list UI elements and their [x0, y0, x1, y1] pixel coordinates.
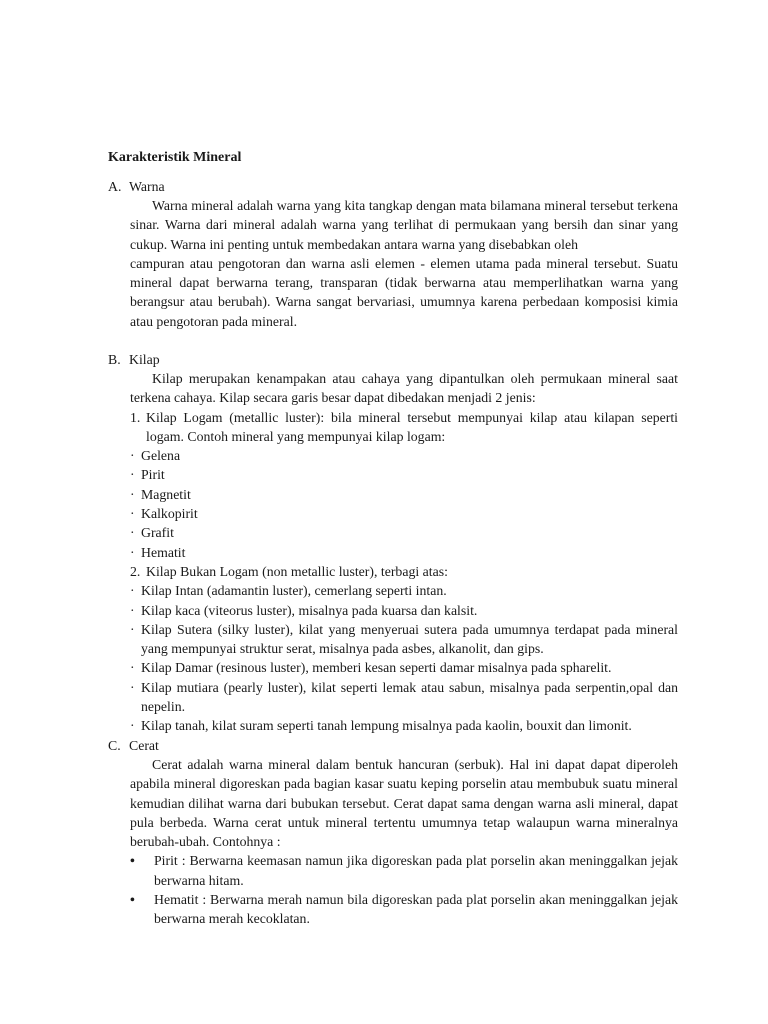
section-letter: A.	[108, 179, 122, 194]
example-item	[130, 851, 678, 890]
list-item	[130, 678, 678, 717]
dot-marker: ·	[130, 506, 135, 522]
paragraph: Kilap merupakan kenampakan atau cahaya yang dipantulkan oleh permukaan mineral saat terkena cahaya. Kilap secara garis besar dapat dibedakan menjadi 2 jenis:	[130, 371, 678, 406]
dot-marker: ·	[130, 467, 135, 483]
dot-marker: ·	[130, 448, 135, 464]
section-heading: Cerat	[129, 738, 159, 753]
example-text: Pirit : Berwarna keemasan namun jika digoreskan pada plat porselin akan meninggalkan jejak berwarna hitam.	[154, 853, 678, 888]
list-item	[130, 465, 678, 484]
list-item	[130, 485, 678, 504]
numbered-item	[130, 562, 678, 581]
list-item	[130, 504, 678, 523]
list-item-text: Kilap Damar (resinous luster), memberi kesan seperti damar misalnya pada spharelit.	[141, 660, 612, 676]
dot-marker: ·	[130, 621, 135, 637]
item-number: 1.	[130, 409, 141, 425]
list-item	[130, 620, 678, 659]
list-item	[130, 716, 678, 735]
dot-marker: ·	[130, 660, 135, 676]
section-heading: Kilap	[129, 352, 160, 367]
example-item	[130, 890, 678, 929]
logam-mineral-list	[130, 446, 678, 562]
list-item	[130, 601, 678, 620]
numbered-item	[130, 408, 678, 447]
section-heading: Warna	[129, 179, 165, 194]
section-letter: C.	[108, 738, 121, 753]
paragraph: campuran atau pengotoran dan warna asli elemen - elemen utama pada mineral tersebut. Suatu mineral dapat berwarna terang, transparan (tidak berwarna atau memperlihatkan warna yang berangsur atau berubah). Warna sangat bervariasi, umumnya karena perbedaan komposisi kimia atau pengotoran pada mineral.	[130, 255, 678, 329]
example-text: Hematit : Berwarna merah namun bila digoreskan pada plat porselin akan meninggalkan jejak berwarna merah kecoklatan.	[154, 892, 678, 927]
list-item	[130, 543, 678, 562]
dot-marker: ·	[130, 583, 135, 599]
bullet-marker: •	[130, 892, 135, 908]
dot-marker: ·	[130, 718, 135, 734]
list-item-text: Grafit	[141, 525, 174, 541]
nonlogam-type-list	[130, 581, 678, 735]
item-text: Kilap Logam (metallic luster): bila mineral tersebut mempunyai kilap atau kilapan seperti logam. Contoh mineral yang mempunyai kilap logam:	[146, 409, 678, 444]
dot-marker: ·	[130, 486, 135, 502]
bullet-marker: •	[130, 853, 135, 869]
dot-marker: ·	[130, 525, 135, 541]
section-warna-body	[130, 196, 678, 331]
document-title: Karakteristik Mineral	[108, 150, 242, 165]
dot-marker: ·	[130, 544, 135, 560]
section-warna-heading	[108, 177, 678, 196]
section-cerat-heading	[108, 736, 678, 755]
list-item-text: Hematit	[141, 544, 186, 560]
dot-marker: ·	[130, 602, 135, 618]
list-item-text: Kilap kaca (viteorus luster), misalnya pada kuarsa dan kalsit.	[141, 602, 478, 618]
list-item-text: Kilap mutiara (pearly luster), kilat seperti lemak atau sabun, misalnya pada serpentin,opal dan nepelin.	[141, 679, 678, 715]
list-item-text: Kalkopirit	[141, 506, 198, 522]
list-item-text: Pirit	[141, 467, 165, 483]
section-letter: B.	[108, 352, 121, 367]
list-item-text: Gelena	[141, 448, 181, 464]
dot-marker: ·	[130, 679, 135, 695]
list-item	[130, 581, 678, 600]
list-item-text: Kilap Sutera (silky luster), kilat yang menyeruai sutera pada umumnya terdapat pada mineral yang mempunyai struktur serat, misalnya pada asbes, alkanolit, dan gips.	[141, 621, 678, 657]
section-cerat-body	[130, 755, 678, 929]
paragraph: Cerat adalah warna mineral dalam bentuk hancuran (serbuk). Hal ini dapat dapat diperoleh apabila mineral digoreskan pada bagian kasar suatu keping porselin atau membubuk suatu mineral kemudian dilihat warna dari bubukan tersebut. Cerat dapat sama dengan warna asli mineral, dapat pula berbeda. Warna cerat untuk mineral tertentu umumnya tetap walaupun warna mineralnya berubah-ubah. Contohnya :	[130, 757, 678, 850]
list-item	[130, 523, 678, 542]
item-number: 2.	[130, 563, 141, 579]
list-item-text: Magnetit	[141, 486, 191, 502]
list-item	[130, 446, 678, 465]
section-kilap-body	[130, 369, 678, 736]
list-item-text: Kilap Intan (adamantin luster), cemerlang seperti intan.	[141, 583, 447, 599]
section-kilap-heading	[108, 350, 678, 369]
list-item	[130, 658, 678, 677]
list-item-text: Kilap tanah, kilat suram seperti tanah lempung misalnya pada kaolin, bouxit dan limonit.	[141, 718, 632, 734]
item-text: Kilap Bukan Logam (non metallic luster), terbagi atas:	[146, 563, 448, 579]
paragraph: Warna mineral adalah warna yang kita tangkap dengan mata bilamana mineral tersebut terkena sinar. Warna dari mineral adalah warna yang terlihat di permukaan yang bersih dan sinar yang cukup. Warna ini penting untuk membedakan antara warna yang disebabkan oleh	[130, 198, 678, 252]
